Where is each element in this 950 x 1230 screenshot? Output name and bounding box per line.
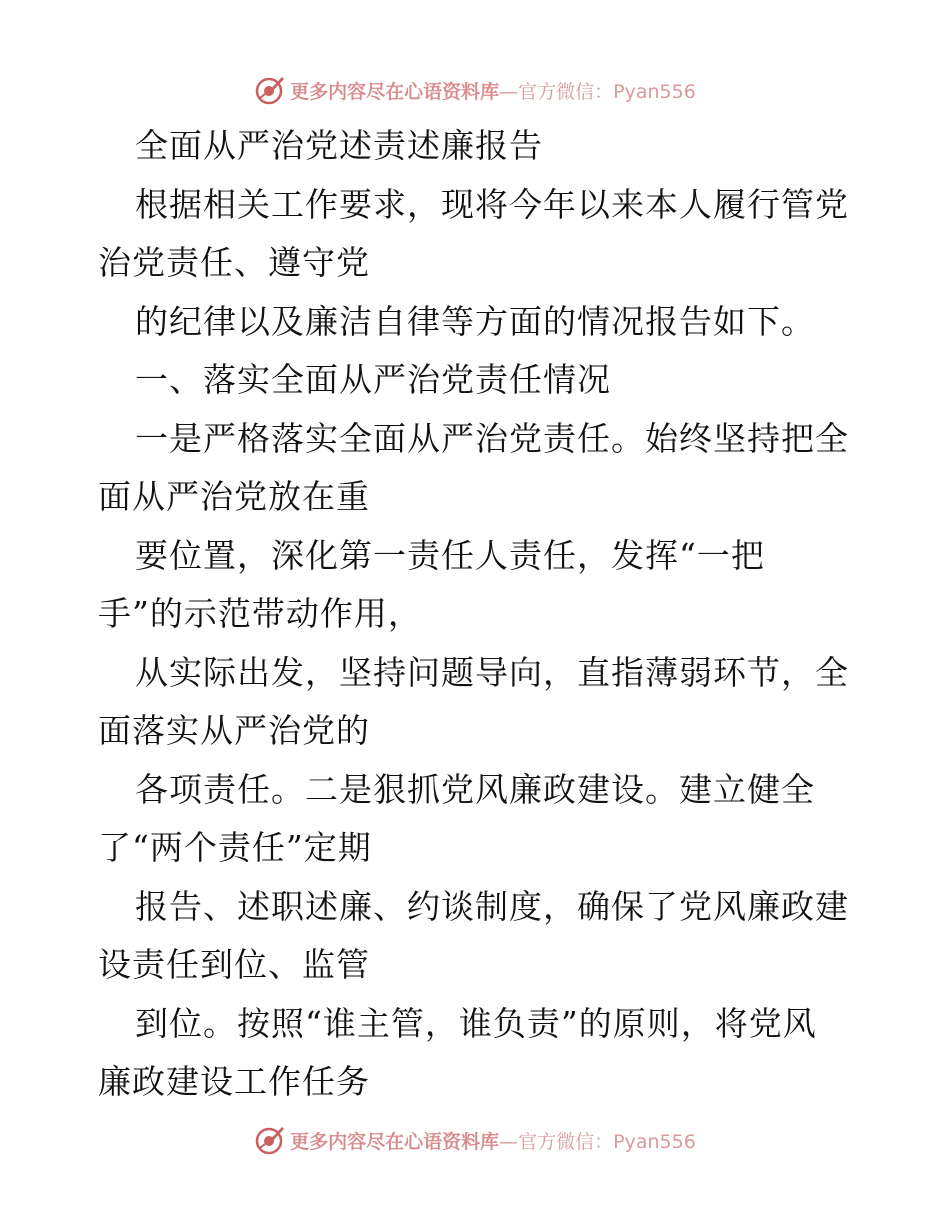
quill-logo-icon xyxy=(254,1124,286,1156)
doc-line: 一是严格落实全面从严治党责任。始终坚持把全 xyxy=(135,418,849,458)
footer-watermark xyxy=(0,1120,950,1160)
doc-line: 面从严治党放在重 xyxy=(98,477,370,516)
watermark-text xyxy=(290,77,696,104)
doc-line: 报告、述职述廉、约谈制度，确保了党风廉政建 xyxy=(135,886,849,926)
doc-line: 廉政建设工作任务 xyxy=(98,1062,370,1101)
quill-logo-icon xyxy=(254,74,286,106)
watermark-contact: —官方微信：Pyan556 xyxy=(499,80,696,103)
section-heading: 一、落实全面从严治党责任情况 xyxy=(135,360,611,399)
doc-title: 全面从严治党述责述廉报告 xyxy=(135,126,543,165)
watermark-lead: 更多内容尽在心语资料库 xyxy=(290,80,500,103)
document-body xyxy=(98,117,858,1112)
doc-line: 根据相关工作要求，现将今年以来本人履行管党 xyxy=(135,184,849,224)
watermark-text xyxy=(290,1127,696,1154)
doc-line: 从实际出发，坚持问题导向，直指薄弱环节，全 xyxy=(135,652,849,692)
doc-line: 面落实从严治党的 xyxy=(98,711,370,750)
watermark-contact: —官方微信：Pyan556 xyxy=(499,1130,696,1153)
doc-line: 治党责任、遵守党 xyxy=(98,243,370,282)
doc-line: 设责任到位、监管 xyxy=(98,945,370,984)
doc-line: 要位置，深化第一责任人责任，发挥“一把 xyxy=(135,535,765,575)
doc-line: 手”的示范带动作用， xyxy=(98,594,422,633)
doc-line: 各项责任。二是狠抓党风廉政建设。建立健全 xyxy=(135,769,815,809)
doc-line: 了“两个责任”定期 xyxy=(98,828,372,867)
doc-line: 的纪律以及廉洁自律等方面的情况报告如下。 xyxy=(135,301,815,341)
doc-line: 到位。按照“谁主管，谁负责”的原则，将党风 xyxy=(135,1003,817,1043)
header-watermark xyxy=(0,70,950,110)
watermark-lead: 更多内容尽在心语资料库 xyxy=(290,1130,500,1153)
